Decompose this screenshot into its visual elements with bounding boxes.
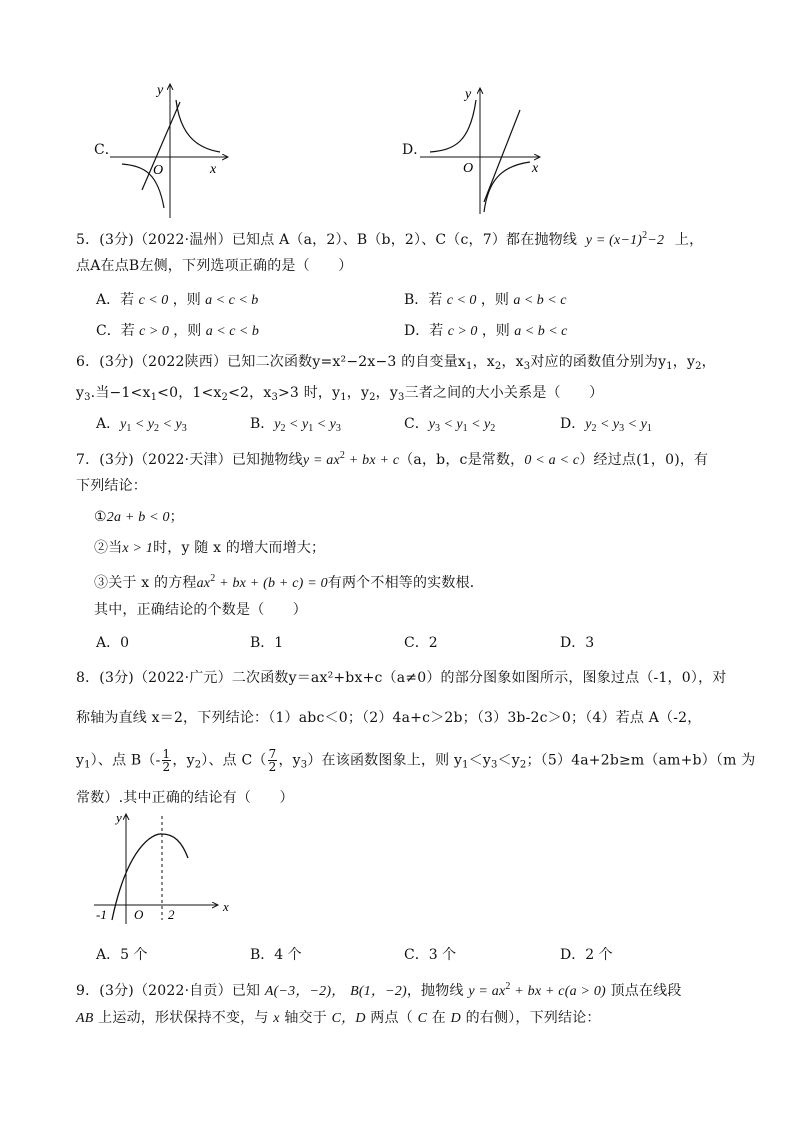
q4-option-c-label: C． xyxy=(94,142,119,158)
q8-option-b[interactable]: B．4 个 xyxy=(250,947,302,963)
y-axis-label: y xyxy=(465,87,472,102)
hyperbola-branch-1 xyxy=(430,100,476,152)
neg-one-label: -1 xyxy=(96,907,107,922)
fraction-seven-halves: $\frac{7}{2}$ xyxy=(268,747,277,774)
q6-option-a[interactable]: A．$y_1 < y_2 < y_3$ xyxy=(96,416,187,434)
q5-stem-line1: 5．(3分)（2022·温州）已知点 A（a，2）、B（b，2）、C（c，7）都在抛物线 $y = (x-1)^2-2$ 上， xyxy=(76,230,704,248)
hyperbola-branch-1 xyxy=(176,100,220,152)
q8-stem-line1: 8．(3分)（2022·广元）二次函数y＝ax²+bx+c（a≠0）的部分图象如图所示，图象过点（-1，0），对 xyxy=(76,670,727,686)
q6-option-b[interactable]: B．$y_2 < y_1 < y_3$ xyxy=(250,416,341,434)
q7-option-a[interactable]: A．0 xyxy=(96,635,130,651)
q4-option-d-label: D． xyxy=(402,142,428,158)
q7-option-d[interactable]: D．3 xyxy=(560,635,595,651)
y-axis-label: y xyxy=(157,83,164,98)
q8-option-c[interactable]: C．3 个 xyxy=(404,947,457,963)
q8-stem-line4: 常数）.其中正确的结论有（ ） xyxy=(76,790,294,806)
x-axis-label: x xyxy=(223,899,229,914)
q6-option-c[interactable]: C．$y_3 < y_1 < y_2$ xyxy=(404,416,496,434)
q7-question: 其中，正确结论的个数是（ ） xyxy=(94,602,307,618)
q8-option-d[interactable]: D．2 个 xyxy=(560,947,613,963)
q6-option-d[interactable]: D．$y_2 < y_3 < y_1$ xyxy=(560,416,652,434)
q7-conclusion-3: ③关于 x 的方程$ax^2$ + bx + (b + c) = 0有两个不相等的实数根． xyxy=(94,573,484,591)
parabola-curve xyxy=(112,834,188,920)
q7-conclusion-1: ①2a + b < 0； xyxy=(94,509,184,525)
line-graph xyxy=(484,110,520,202)
q7-conclusion-2: ②当x > 1时，y 随 x 的增大而增大； xyxy=(94,540,326,556)
q8-stem-line2: 称轴为直线 x＝2，下列结论：（1）abc＜0；（2）4a+c＞2b；（3）3b-2c＞0；（4）若点 A（-2， xyxy=(76,710,702,726)
q9-stem-line1: 9．(3分)（2022·自贡）已知 A(−3，−2)， B(1，−2)，抛物线 $y = ax^2$ + bx + c(a > 0) 顶点在线段 xyxy=(76,981,682,999)
origin-label: O xyxy=(134,907,144,922)
q7-stem-line2: 下列结论： xyxy=(76,478,147,494)
x-axis-label: x xyxy=(532,161,539,176)
hyperbola-branch-2 xyxy=(484,162,530,212)
q5-stem-line2: 点A在点B左侧，下列选项正确的是（ ） xyxy=(76,258,353,274)
q5-option-c[interactable]: C．若 c > 0 ，则 a < c < b xyxy=(96,323,259,339)
fraction-one-half: $\frac{1}{2}$ xyxy=(162,747,171,774)
q4-graph-c xyxy=(110,78,240,220)
q6-stem-line1: 6．(3分)（2022陕西）已知二次函数y=x²−2x−3 的自变量$x_1$，$x_2$，$x_3$对应的函数值分别为$y_1$，$y_2$， xyxy=(76,354,716,372)
two-label: 2 xyxy=(168,907,175,922)
q4-graph-d xyxy=(420,82,550,220)
q5-option-a[interactable]: A．若 c < 0 ，则 a < c < b xyxy=(96,292,259,308)
q7-option-b[interactable]: B．1 xyxy=(250,635,284,651)
q7-option-c[interactable]: C．2 xyxy=(404,635,438,651)
q5-option-b[interactable]: B．若 c < 0 ，则 a < b < c xyxy=(404,292,567,308)
q6-stem-line2: $y_3$.当$-1<x_1<0$，$1<x_2<2$，$x_3>3$ 时，$y_1$，$y_2$，$y_3$三者之间的大小关系是（ ） xyxy=(76,385,604,403)
origin-label: O xyxy=(153,163,164,178)
x-axis-label: x xyxy=(210,162,217,177)
q8-parabola-graph xyxy=(92,808,242,926)
q9-stem-line2: AB 上运动，形状保持不变，与 x 轴交于 C，D 两点（ C 在 D 的右侧），下列结论： xyxy=(76,1010,601,1026)
q8-option-a[interactable]: A．5 个 xyxy=(96,947,148,963)
q5-option-d[interactable]: D．若 c > 0 ，则 a < b < c xyxy=(404,323,568,339)
q8-stem-line3: $y_1$）、点 B（- $\frac{1}{2}$ ，$y_2$）、点 C（ $\frac{7}{2}$ ，$y_3$）在该函数图象上，则 $y_1<y_3<y_2$；（5）4a+2b≥m（am+b）（m 为 xyxy=(76,747,756,774)
q7-stem-line1: 7．(3分)（2022·天津）已知抛物线$y = ax^2$ + bx + c（a，b，c是常数，0 < a < c）经过点(1，0)，有 xyxy=(76,450,709,468)
y-axis-label: y xyxy=(116,810,122,825)
origin-label: O xyxy=(463,161,474,176)
